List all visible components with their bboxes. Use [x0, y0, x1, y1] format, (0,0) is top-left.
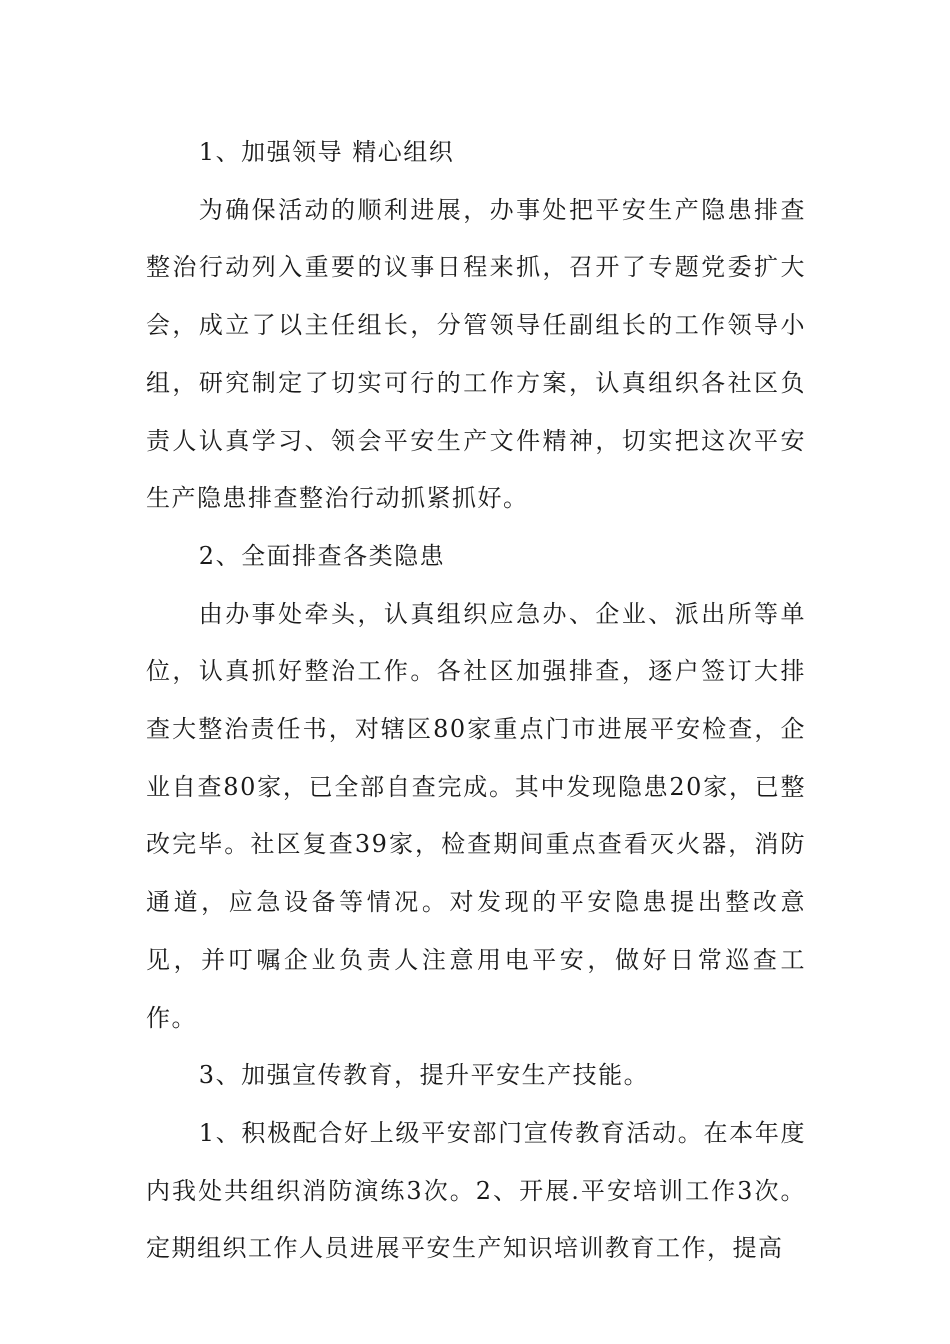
section-paragraph-3: 1、积极配合好上级平安部门宣传教育活动。在本年度内我处共组织消防演练3次。2、开展.平安培训工作3次。定期组织工作人员进展平安生产知识培训教育工作，提高 [146, 1118, 806, 1263]
section-heading-2: 2、全面排查各类隐患 [198, 541, 446, 570]
section-paragraph-2: 由办事处牵头，认真组织应急办、企业、派出所等单位，认真抓好整治工作。各社区加强排查，逐户签订大排查大整治责任书，对辖区80家重点门市进展平安检查，企业自查80家，已全部自查完成。其中发现隐患20家，已整改完毕。社区复查39家，检查期间重点查看灭火器，消防通道，应急设备等情况。对发现的平安隐患提出整改意见，并叮嘱企业负责人注意用电平安，做好日常巡查工作。 [146, 599, 806, 1032]
document-body [146, 124, 806, 1278]
section-heading-1: 1、加强领导 精心组织 [198, 138, 455, 166]
section-heading-3: 3、加强宣传教育，提升平安生产技能。 [198, 1061, 650, 1090]
section-paragraph-1: 为确保活动的顺利进展，办事处把平安生产隐患排查整治行动列入重要的议事日程来抓，召开了专题党委扩大会，成立了以主任组长，分管领导任副组长的工作领导小组，研究制定了切实可行的工作方案，认真组织各社区负责人认真学习、领会平安生产文件精神，切实把这次平安生产隐患排查整治行动抓紧抓好。 [146, 195, 806, 513]
